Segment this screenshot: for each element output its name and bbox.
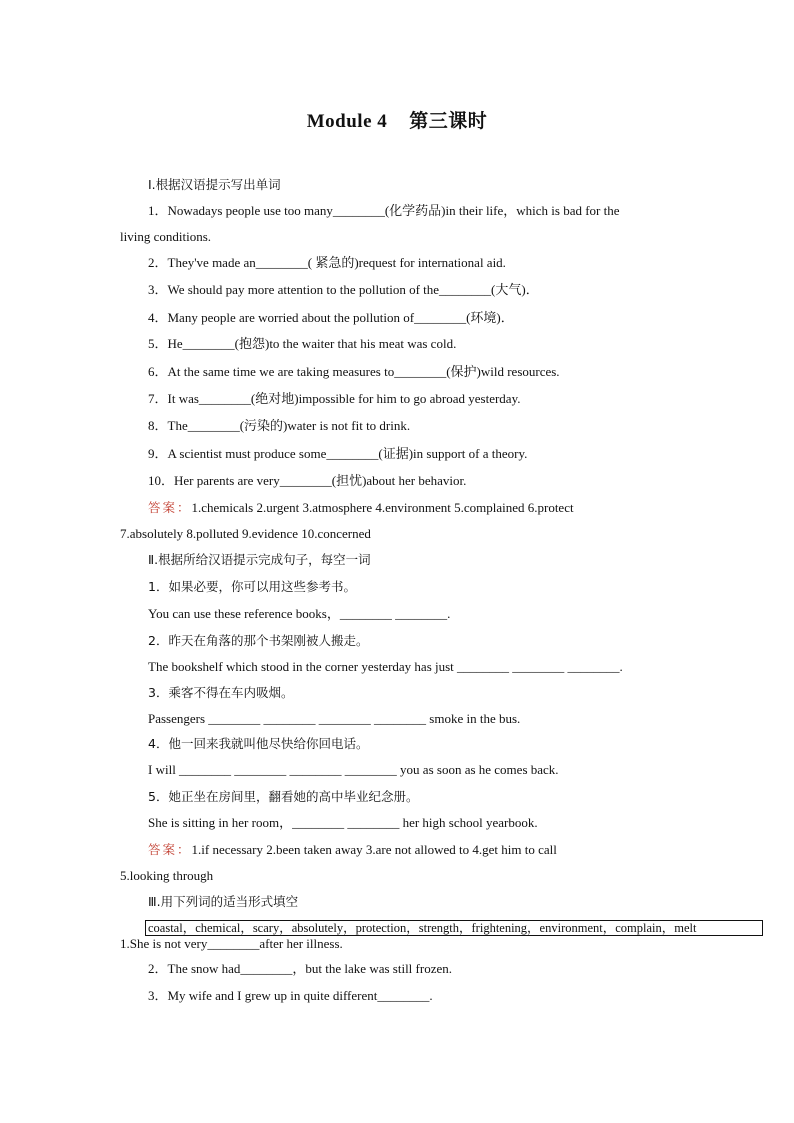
s2-answer-line2: 5.looking through	[120, 868, 214, 883]
answer-label: 答案：	[148, 842, 192, 857]
s1-item-10: 10．Her parents are very________(担忧)about her behavior.	[148, 473, 467, 488]
s1-answer-line1: 1.chemicals 2.urgent 3.atmosphere 4.environment 5.complained 6.protect	[191, 500, 574, 515]
s2-answers	[148, 842, 557, 858]
lesson-label: 第三课时	[409, 111, 488, 132]
word-bank-box: coastal，chemical，scary，absolutely，protection，strength，frightening，environment，complain，melt	[145, 920, 763, 936]
s3-item-2: 2．The snow had________，but the lake was still frozen.	[148, 961, 452, 976]
s1-item-6: 6．At the same time we are taking measures to________(保护)wild resources.	[148, 364, 560, 379]
s1-item-1-cont: living conditions.	[120, 229, 211, 244]
s1-item-9: 9．A scientist must produce some________(证据)in support of a theory.	[148, 446, 528, 461]
s1-item-2: 2．They've made an________( 紧急的)request for international aid.	[148, 255, 506, 270]
module-label: Module 4	[306, 111, 388, 132]
page-title	[0, 106, 794, 133]
answer-label: 答案：	[148, 500, 192, 515]
s2-item-4-en: I will ________ ________ ________ ________ you as soon as he comes back.	[148, 762, 559, 777]
s1-item-1: 1．Nowadays people use too many________(化学药品)in their life，which is bad for the	[148, 203, 620, 218]
s2-item-3-zh: 3．乘客不得在车内吸烟。	[148, 685, 294, 700]
section2-heading: Ⅱ.根据所给汉语提示完成句子，每空一词	[148, 552, 371, 567]
s1-item-5: 5．He________(抱怨)to the waiter that his meat was cold.	[148, 336, 457, 351]
s2-item-1-zh: 1．如果必要，你可以用这些参考书。	[148, 579, 356, 594]
s1-item-8: 8．The________(污染的)water is not fit to drink.	[148, 418, 411, 433]
s2-item-1-en: You can use these reference books，________ ________.	[148, 606, 451, 621]
s2-item-4-zh: 4．他一回来我就叫他尽快给你回电话。	[148, 736, 369, 751]
s2-item-5-en: She is sitting in her room，________ ________ her high school yearbook.	[148, 815, 538, 830]
s2-item-5-zh: 5．她正坐在房间里，翻看她的高中毕业纪念册。	[148, 789, 419, 804]
s2-item-2-zh: 2．昨天在角落的那个书架刚被人搬走。	[148, 633, 369, 648]
s3-item-1: 1.She is not very________after her illness.	[120, 936, 343, 951]
s2-item-2-en: The bookshelf which stood in the corner yesterday has just ________ ________ ________.	[148, 659, 623, 674]
s2-answer-line1: 1.if necessary 2.been taken away 3.are not allowed to 4.get him to call	[191, 842, 557, 857]
s2-item-3-en: Passengers ________ ________ ________ ________ smoke in the bus.	[148, 711, 521, 726]
s3-item-3: 3．My wife and I grew up in quite different________.	[148, 988, 433, 1003]
section1-heading: Ⅰ.根据汉语提示写出单词	[148, 177, 281, 192]
s1-answer-line2: 7.absolutely 8.polluted 9.evidence 10.concerned	[120, 526, 371, 541]
section3-heading: Ⅲ.用下列词的适当形式填空	[148, 894, 299, 909]
s1-item-3: 3．We should pay more attention to the pollution of the________(大气)．	[148, 282, 539, 297]
s1-item-4: 4．Many people are worried about the pollution of________(环境)．	[148, 310, 514, 325]
s1-answers	[148, 500, 574, 516]
s1-item-7: 7．It was________(绝对地)impossible for him to go abroad yesterday.	[148, 391, 521, 406]
